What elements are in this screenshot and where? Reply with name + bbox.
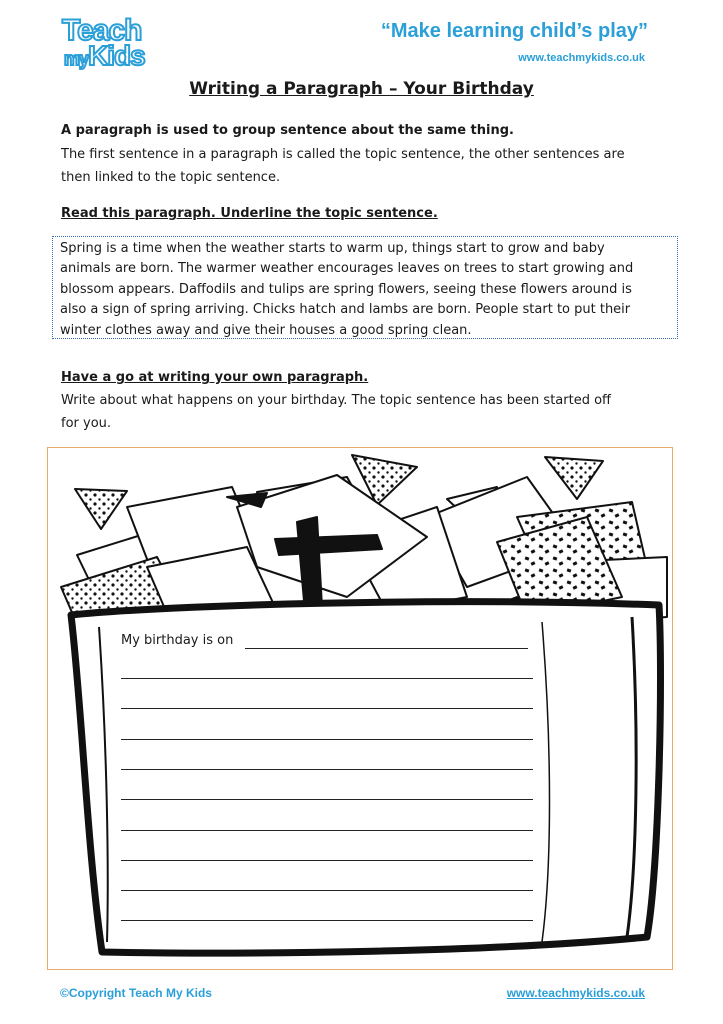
writing-line[interactable] bbox=[121, 830, 533, 831]
spring-paragraph bbox=[60, 239, 665, 341]
writing-line[interactable] bbox=[121, 920, 533, 921]
writing-line[interactable] bbox=[121, 769, 533, 770]
writing-line[interactable] bbox=[121, 890, 533, 891]
flag-triangle bbox=[75, 489, 127, 529]
task2-heading: Have a go at writing your own paragraph. bbox=[61, 370, 369, 385]
writing-line[interactable] bbox=[245, 648, 528, 649]
page-title: Writing a Paragraph – Your Birthday bbox=[189, 79, 534, 99]
writing-line[interactable] bbox=[121, 678, 533, 679]
paragraph-line: blossom appears. Daffodils and tulips are spring flowers, seeing these flowers around is bbox=[60, 281, 632, 297]
logo-kids: Kids bbox=[88, 40, 145, 71]
writing-line[interactable] bbox=[121, 860, 533, 861]
paragraph-line: also a sign of spring arriving. Chicks hatch and lambs are born. People start to put their bbox=[60, 302, 631, 318]
center-ribbon bbox=[297, 517, 322, 612]
copyright: ©Copyright Teach My Kids bbox=[60, 986, 212, 1000]
task2-instruction-line-1: Write about what happens on your birthday. The topic sentence has been started off bbox=[61, 393, 611, 408]
task2-instruction-line-2: for you. bbox=[61, 416, 112, 431]
header-website: www.teachmykids.co.uk bbox=[518, 52, 645, 64]
logo bbox=[60, 14, 160, 72]
task1-instruction: Read this paragraph. Underline the topic sentence. bbox=[61, 206, 438, 221]
writing-line[interactable] bbox=[121, 708, 533, 709]
footer-website-link[interactable]: www.teachmykids.co.uk bbox=[506, 986, 645, 1000]
explanation-line-2: then linked to the topic sentence. bbox=[61, 170, 281, 185]
birthday-starter: My birthday is on bbox=[121, 633, 234, 648]
paragraph-line: winter clothes away and give their houses a good spring clean. bbox=[60, 322, 472, 338]
tagline: “Make learning child’s play” bbox=[380, 20, 648, 42]
paragraph-line: Spring is a time when the weather starts to warm up, things start to grow and baby bbox=[60, 241, 605, 256]
paragraph-definition: A paragraph is used to group sentence about the same thing. bbox=[61, 123, 514, 138]
writing-line[interactable] bbox=[121, 739, 533, 740]
writing-line[interactable] bbox=[121, 799, 533, 800]
paragraph-line: animals are born. The warmer weather encourages leaves on trees to start growing and bbox=[60, 261, 634, 277]
flag-triangle bbox=[545, 457, 603, 499]
logo-teach: Teach bbox=[62, 14, 142, 47]
logo-my: my bbox=[64, 49, 89, 69]
explanation-line-1: The first sentence in a paragraph is called the topic sentence, the other sentences are bbox=[61, 147, 625, 162]
box-body bbox=[71, 602, 661, 953]
